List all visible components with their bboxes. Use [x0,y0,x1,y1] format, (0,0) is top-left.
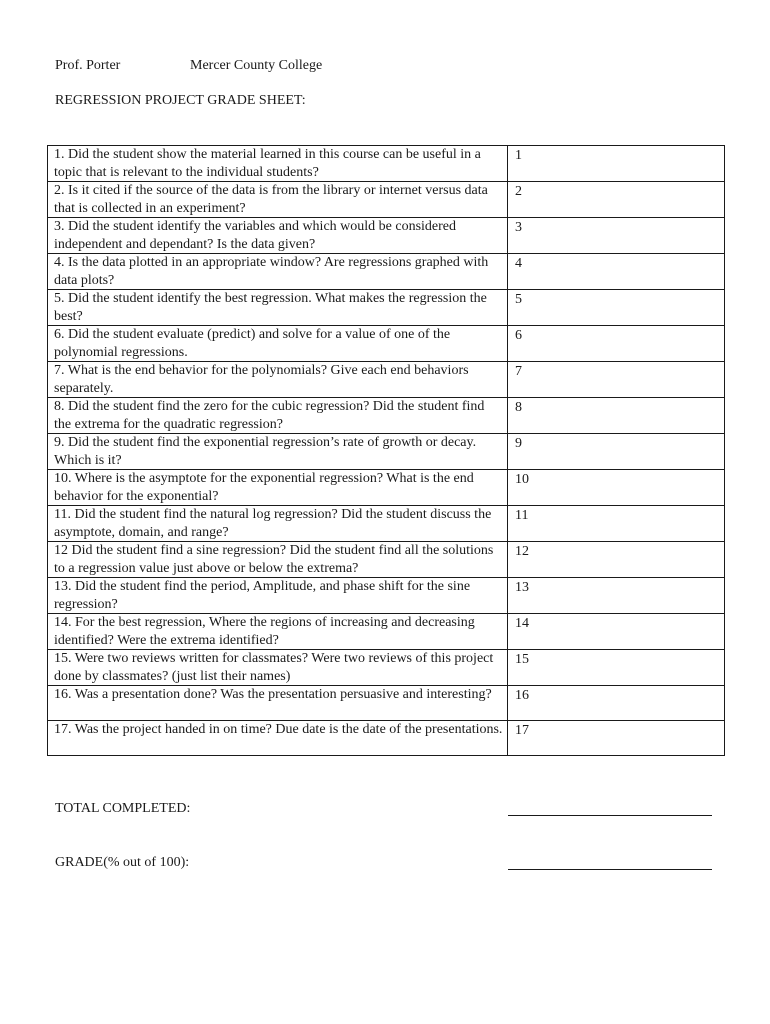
question-cell: 10. Where is the asymptote for the exponential regression? What is the end behavior for the exponential? [48,470,508,506]
question-cell: 16. Was a presentation done? Was the presentation persuasive and interesting? [48,686,508,721]
question-cell: 11. Did the student find the natural log regression? Did the student discuss the asymptote, domain, and range? [48,506,508,542]
score-cell[interactable]: 11 [508,506,725,542]
question-cell: 7. What is the end behavior for the polynomials? Give each end behaviors separately. [48,362,508,398]
table-row [48,290,725,326]
college-name: Mercer County College [190,58,323,73]
question-cell: 5. Did the student identify the best regression. What makes the regression the best? [48,290,508,326]
table-row [48,578,725,614]
score-cell[interactable]: 7 [508,362,725,398]
score-cell[interactable]: 10 [508,470,725,506]
score-cell[interactable]: 6 [508,326,725,362]
question-cell: 3. Did the student identify the variables and which would be considered independent and dependant? Is the data given? [48,218,508,254]
question-cell: 8. Did the student find the zero for the cubic regression? Did the student find the extrema for the quadratic regression? [48,398,508,434]
table-row [48,686,725,721]
table-row [48,398,725,434]
table-row [48,254,725,290]
question-cell: 1. Did the student show the material learned in this course can be useful in a topic that is relevant to the individual students? [48,146,508,182]
total-completed-label: TOTAL COMPLETED: [55,801,191,816]
sheet-title: REGRESSION PROJECT GRADE SHEET: [55,93,306,108]
table-row [48,326,725,362]
score-cell[interactable]: 1 [508,146,725,182]
question-cell: 2. Is it cited if the source of the data is from the library or internet versus data that is collected in an experiment? [48,182,508,218]
score-cell[interactable]: 4 [508,254,725,290]
grade-table [47,145,725,756]
total-completed-blank[interactable] [508,815,712,816]
question-cell: 4. Is the data plotted in an appropriate window? Are regressions graphed with data plots? [48,254,508,290]
table-row [48,650,725,686]
score-cell[interactable]: 12 [508,542,725,578]
score-cell[interactable]: 16 [508,686,725,721]
table-row [48,182,725,218]
score-cell[interactable]: 9 [508,434,725,470]
score-cell[interactable]: 2 [508,182,725,218]
score-cell[interactable]: 5 [508,290,725,326]
table-row [48,614,725,650]
question-cell: 15. Were two reviews written for classmates? Were two reviews of this project done by classmates? (just list their names) [48,650,508,686]
question-cell: 13. Did the student find the period, Amplitude, and phase shift for the sine regression? [48,578,508,614]
score-cell[interactable]: 13 [508,578,725,614]
question-cell: 17. Was the project handed in on time? Due date is the date of the presentations. [48,721,508,756]
grade-label: GRADE(% out of 100): [55,855,190,870]
question-cell: 6. Did the student evaluate (predict) and solve for a value of one of the polynomial regressions. [48,326,508,362]
table-row [48,470,725,506]
table-row [48,146,725,182]
question-cell: 9. Did the student find the exponential regression’s rate of growth or decay. Which is it? [48,434,508,470]
score-cell[interactable]: 15 [508,650,725,686]
score-cell[interactable]: 14 [508,614,725,650]
table-row [48,218,725,254]
table-row [48,721,725,756]
grade-blank[interactable] [508,869,712,870]
question-cell: 14. For the best regression, Where the regions of increasing and decreasing identified? Were the extrema identified? [48,614,508,650]
question-cell: 12 Did the student find a sine regression? Did the student find all the solutions to a regression value just above or below the extrema? [48,542,508,578]
table-row [48,434,725,470]
table-row [48,506,725,542]
score-cell[interactable]: 8 [508,398,725,434]
score-cell[interactable]: 3 [508,218,725,254]
score-cell[interactable]: 17 [508,721,725,756]
professor-name: Prof. Porter [55,58,121,73]
table-row [48,542,725,578]
table-row [48,362,725,398]
grade-table-body [48,146,725,756]
